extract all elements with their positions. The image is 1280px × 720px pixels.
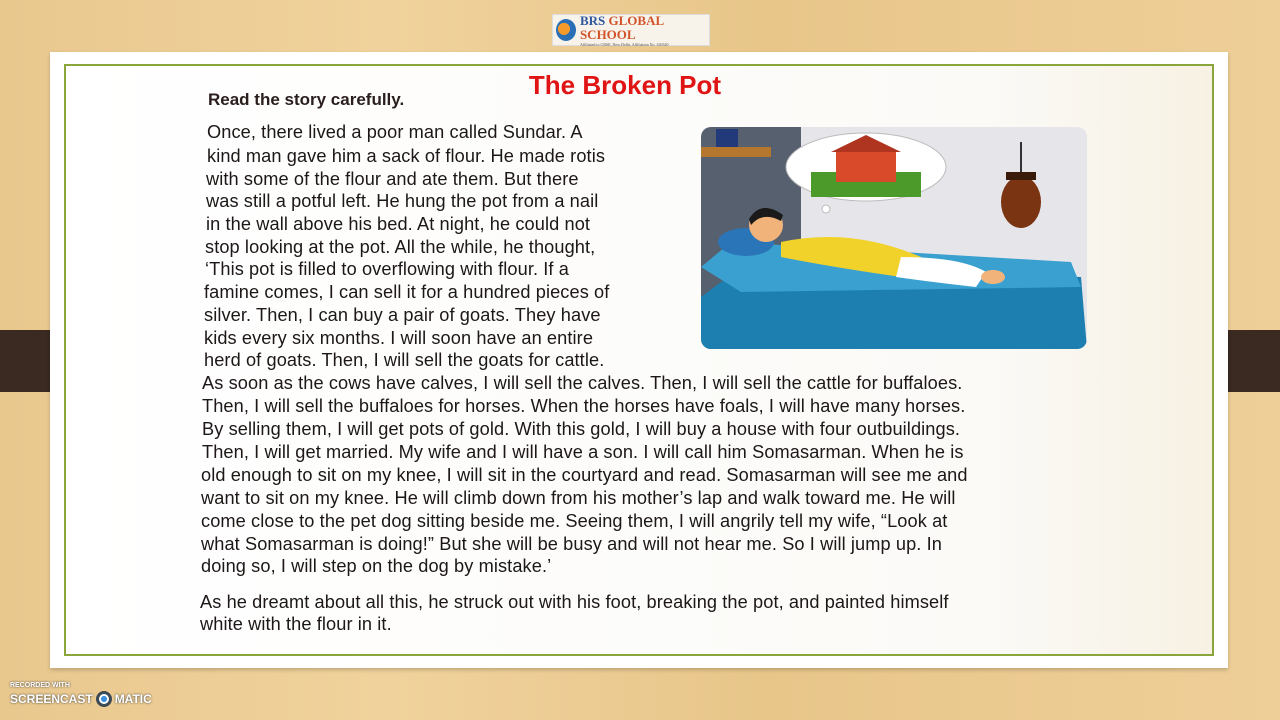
- story-line: famine comes, I can sell it for a hundred pieces of: [204, 282, 610, 302]
- story-line: old enough to sit on my knee, I will sit in the courtyard and read. Somasarman will see me and: [201, 465, 968, 485]
- page-title: The Broken Pot: [528, 70, 722, 100]
- story-line: was still a potful left. He hung the pot from a nail: [206, 191, 599, 211]
- story-line: in the wall above his bed. At night, he could not: [206, 214, 591, 234]
- story-line: what Somasarman is doing!” But she will be busy and will not hear me. So I will jump up. In: [201, 534, 942, 554]
- logo-subtitle: Affiliated to CBSE, New Delhi, Affiliation No. 430340: [579, 41, 669, 47]
- story-line: ‘This pot is filled to overflowing with flour. If a: [205, 259, 569, 279]
- story-line: kids every six months. I will soon have an entire: [204, 328, 594, 348]
- story-line: By selling them, I will get pots of gold. With this gold, I will buy a house with four outbuildings.: [202, 419, 961, 439]
- story-line: herd of goats. Then, I will sell the goats for cattle.: [204, 350, 605, 370]
- story-line: come close to the pet dog sitting beside me. Seeing them, I will angrily tell my wife, “Look at: [201, 511, 948, 531]
- story-line: with some of the flour and ate them. But there: [206, 169, 579, 189]
- story-line: want to sit on my knee. He will climb down from his mother’s lap and walk toward me. He will: [201, 488, 956, 508]
- story-line: As he dreamt about all this, he struck out with his foot, breaking the pot, and painted himself: [200, 592, 949, 612]
- school-logo: [552, 14, 710, 46]
- watermark-line1: RECORDED WITH: [10, 682, 70, 689]
- story-line: Then, I will sell the buffaloes for horses. When the horses have foals, I will have many horses.: [202, 396, 966, 416]
- instruction-heading: Read the story carefully.: [208, 90, 405, 109]
- watermark-right: MATIC: [114, 692, 152, 706]
- logo-name-2: GLOBAL SCHOOL: [579, 12, 664, 42]
- story-line: white with the flour in it.: [200, 614, 392, 634]
- story-illustration: [701, 127, 1087, 349]
- screencast-watermark: [10, 682, 152, 707]
- story-line: Once, there lived a poor man called Sundar. A: [207, 122, 583, 142]
- story-line: Then, I will get married. My wife and I will have a son. I will call him Somasarman. When he is: [202, 442, 964, 462]
- record-icon: [96, 691, 112, 707]
- story-line: stop looking at the pot. All the while, he thought,: [205, 237, 596, 257]
- watermark-left: SCREENCAST: [10, 692, 93, 706]
- story-line: doing so, I will step on the dog by mistake.’: [201, 556, 552, 576]
- story-line: As soon as the cows have calves, I will sell the calves. Then, I will sell the cattle for buffaloes.: [202, 373, 963, 393]
- school-emblem-icon: [556, 19, 576, 41]
- story-line: silver. Then, I can buy a pair of goats. They have: [204, 305, 601, 325]
- story-line: kind man gave him a sack of flour. He made rotis: [207, 146, 606, 166]
- logo-name-1: BRS: [579, 12, 606, 28]
